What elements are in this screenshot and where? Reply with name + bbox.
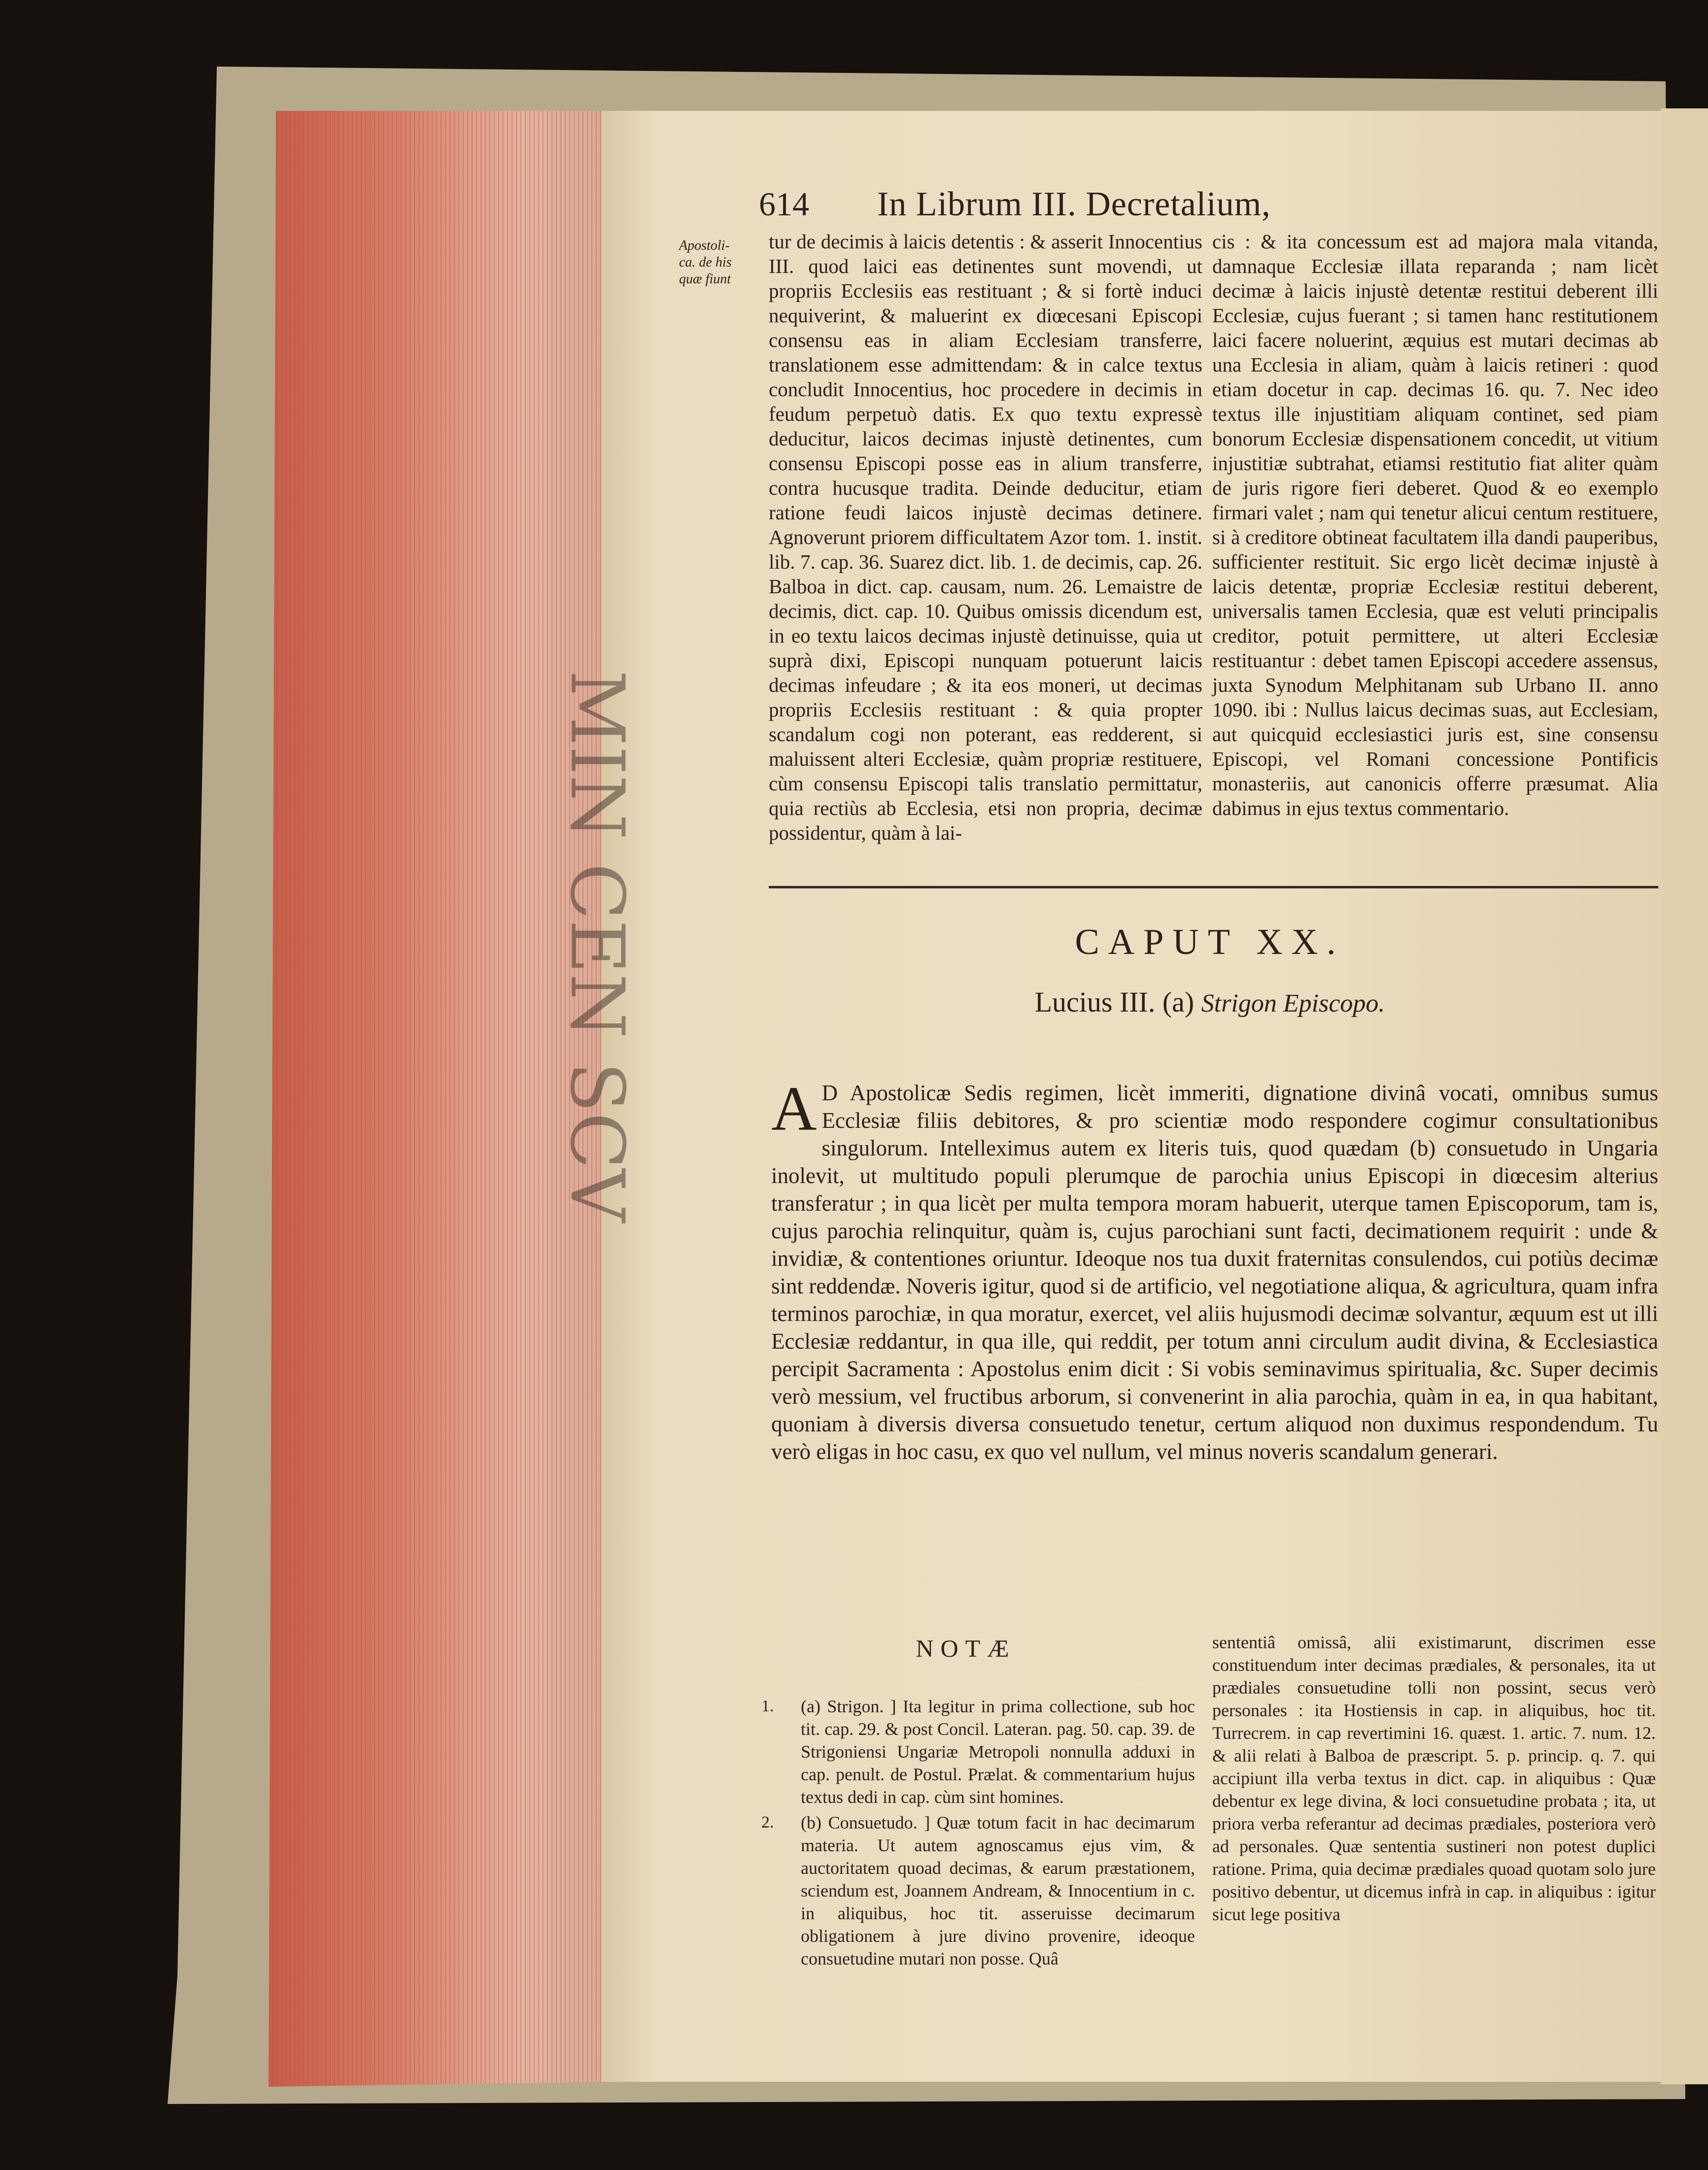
note-text: (a) Strigon. ] Ita legitur in prima collectione, sub hoc tit. cap. 29. & post Concil. Lateran. pag. 50. cap. 39. de Strigoniensi Ungariæ Metropoli nonnulla adduxi in cap. penult. de Postul. Prælat. & commentarium hujus textus dedi in cap. cùm sint homines. [801,1696,1195,1807]
page [601,113,1661,2079]
notes-left-column [761,1695,1195,1973]
page-number: 614 [759,185,809,223]
drop-cap: A [771,1074,817,1144]
rubric-italic: Strigon Episcopo. [1201,989,1385,1017]
left-column [769,229,1202,845]
chapter-body-text: D Apostolicæ Sedis regimen, licèt immeriti, dignatione divinâ vocati, omnibus sumus Ecclesiæ filiis debitores, & pro scientiæ modo respondere cogimur consultationibus singulorum. Intelleximus autem ex literis tuis, quod quædam (b) consuetudo in Ungaria inolevit, ut multitudo populi plerumque de parochia unius Episcopi in diœcesim alterius transferatur ; in qua licèt per multa tempora moram habuerit, uterque tamen Episcoporum, tam is, cujus parochia relinquitur, quàm is, cujus parochiani sunt facti, decimationem requirit : unde & invidiæ, & contentiones oriuntur. Ideoque nos tua duxit fraternitas consulendos, cui potiùs decimæ sint reddendæ. Noveris igitur, quod si de artificio, vel negotiatione aliqua, & agricultura, quam infra terminos parochiæ, in qua moratur, exercet, vel aliis hujusmodi decimæ solvantur, æquum est ut illi Ecclesiæ reddantur, in qua ille, qui reddit, per totum anni circulum audit divina, & Ecclesiastica percipit Sacramenta : Apostolus enim dicit : Si vobis seminavimus spiritualia, &c. Super decimis verò messium, vel fructibus arborum, si convenerint in alia parochia, quàm in ea, in qua habitant, quoniam à diversis diversa consuetudo tenetur, certum aliquod non duximus respondendum. Tu verò eligas in hoc casu, ex quo vel nullum, vel minus noveris scandalum generari. [771,1081,1658,1464]
page-header [759,185,1661,229]
note-number: 2. [761,1813,774,1831]
note-item [761,1695,1195,1808]
notes-heading: NOTÆ [916,1634,1016,1662]
notes-right-text: sententiâ omissâ, alii existimarunt, discrimen esse constituendum inter decimas prædiales, & personales, ita ut prædiales consuetudine tolli non possint, secus verò personales : ita Hostiensis in cap. in aliquibus, hoc tit. Turrecrem. in cap revertimini 16. quæst. 1. artic. 7. num. 12. & alii relati à Balboa de præscript. 5. p. princip. q. 7. qui accipiunt illa verba textus in dict. cap. in aliquibus : Quæ debentur ex lege divina, & loci consuetudine probata ; ita, ut priora verba referantur ad decimas prædiales, posteriora verò ad personales. Quæ sententia sustineri non potest duplici ratione. Prima, quia decimæ prædiales quoad quotam solo jure positivo debentur, ut dicemus infrà in cap. in aliquibus : igitur sicut lege positiva [1212,1632,1656,1924]
margin-note-line: Apostoli- [679,238,730,253]
right-column-text: cis : & ita concessum est ad majora mala vitanda, damnaque Ecclesiæ illata reparanda ; nam licèt decimæ à laicis injustè detentæ restitui deberent illi Ecclesiæ, cujus fuerant ; si tamen hanc restitutionem laici facere noluerint, æquius est mutari decimas ab una Ecclesia in aliam, quàm à laicis retineri : quod etiam docetur in cap. decimas 16. qu. 7. Nec ideo textus ille injustitiam aliquam continet, sed piam bonorum Ecclesiæ dispensationem concedit, ut vitium injustitiæ subtrahat, etiamsi restitutio fiat aliter quàm de juris rigore fieri deberet. Quod & eo exemplo firmari valet ; nam qui tenetur alicui centum restituere, si à creditore obtineat facultatem illa dandi pauperibus, sufficienter restituit. Sic ergo licèt decimæ injustè à laicis detentæ, propriæ Ecclesiæ restitui deberent, universalis tamen Ecclesia, quæ est veluti principalis creditor, potuit permittere, ut alteri Ecclesiæ restituantur : debet tamen Episcopi accedere assensus, juxta Synodum Melphitanam sub Urbano II. anno 1090. ibi : Nullus laicus decimas suas, aut Ecclesiam, aut quicquid ecclesiastici juris est, sine consensu Episcopi, vel Romani concessione Pontificis monasteriis, aut canonicis offerre præsumat. Alia dabimus in ejus textus commentario. [1212,230,1658,819]
rubric-text: Lucius III. (a) [1034,986,1195,1018]
note-number: 1. [761,1697,774,1715]
chapter-title: CAPUT XX. [1075,922,1345,962]
left-column-text: tur de decimis à laicis detentis : & asserit Innocentius III. quod laici eas detinentes sunt movendi, ut propriis Ecclesiis eas restituant ; & si fortè induci nequiverint, & maluerint ex diœcesani Episcopi consensu eas in aliam Ecclesiam transferre, translationem esse admittendam: & in calce textus concludit Innocentius, hoc procedere in decimis in feudum perpetuò datis. Ex quo textu expressè deducitur, laicos decimas injustè detinentes, cum consensu Episcopi posse eas in alium transferre, contra hucusque tradita. Deinde deducitur, etiam ratione feudi laicos injustè decimas detinere. Agnoverunt priorem difficultatem Azor tom. 1. instit. lib. 7. cap. 36. Suarez dict. lib. 1. de decimis, cap. 26. Balboa in dict. cap. causam, num. 26. Lemaistre de decimis, dict. cap. 10. Quibus omissis dicendum est, in eo textu laicos decimas injustè detinuisse, quia ut suprà dixi, Episcopi nunquam potuerunt laicis decimas infeudare ; & ita eos moneri, ut decimas propriis Ecclesiis restituant : & quia propter scandalum cogi non poterant, eas redderent, si maluissent alteri Ecclesiæ, quàm propriæ restituere, cùm consensu Episcopi talis translatio permittatur, quia rectiùs ab Ecclesia, etsi non propria, decimæ possidentur, quàm à lai- [769,230,1202,844]
svg-text:MIN CEN SCV: MIN CEN SCV [554,670,640,1222]
note-text: (b) Consuetudo. ] Quæ totum facit in hac decimarum materia. Ut autem agnoscamus ejus vim, & auctoritatem quoad decimas, & earum præstationem, sciendum est, Joannem Andream, & Innocentium in c. in aliquibus, hoc tit. asseruisse decimarum obligationem à jure divino provenire, ideoque consuetudine mutari non posse. Quâ [801,1813,1195,1968]
chapter-rubric [759,985,1661,1018]
note-item [761,1811,1195,1970]
running-head: In Librum III. Decretalium, [877,185,1271,223]
notes-right-column [1212,1631,1656,1926]
margin-note-line: quæ fiunt [679,271,731,287]
chapter-body [771,1074,1658,1465]
right-column [1212,229,1658,820]
right-page-edge [1661,108,1708,2084]
margin-note-line: ca. de his [679,255,732,270]
margin-note [679,237,763,288]
section-divider [769,886,1658,888]
